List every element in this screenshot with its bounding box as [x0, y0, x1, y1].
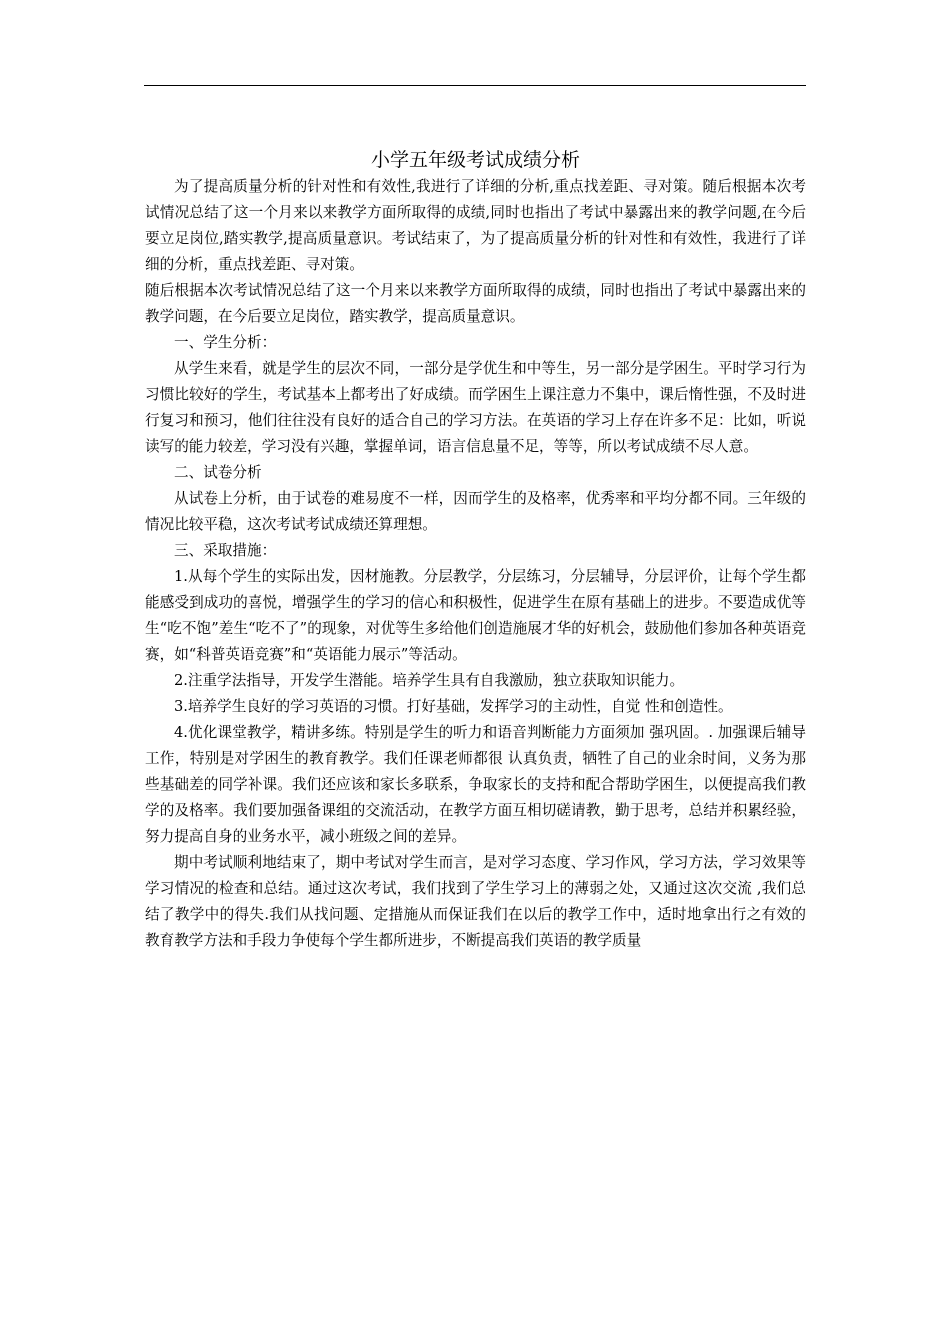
- paragraph-measure-4: 4.优化课堂教学，精讲多练。特别是学生的听力和语音判断能力方面须加 强巩固。. 加强课后辅导工作，特别是对学困生的教育教学。我们任课老师都很 认真负责，牺牲了自己的业余时间，义务为那些基础差的同学补课。我们还应该和家长多联系，争取家长的支持和配合帮助学困生，以便提高我们教学的及格率。我们要加强备课组的交流活动，在教学方面互相切磋请教，勤于思考，总结并积累经验，努力提高自身的业务水平，减小班级之间的差异。: [145, 724, 806, 845]
- section-heading-measures: 三、采取措施：: [174, 542, 277, 559]
- paragraph-student-analysis: 从学生来看，就是学生的层次不同，一部分是学优生和中等生，另一部分是学困生。平时学习行为习惯比较好的学生，考试基本上都考出了好成绩。而学困生上课注意力不集中，课后惰性强，不及时进行复习和预习，他们往往没有良好的适合自己的学习方法。在英语的学习上存在许多不足：比如，听说读写的能力较差，学习没有兴趣，掌握单词，语言信息量不足，等等，所以考试成绩不尽人意。: [145, 360, 806, 455]
- section-heading-paper-analysis: 二、试卷分析: [174, 464, 262, 481]
- document-title: 小学五年级考试成绩分析: [370, 149, 580, 171]
- paragraph-paper-analysis: 从试卷上分析，由于试卷的难易度不一样，因而学生的及格率，优秀率和平均分都不同。三年级的情况比较平稳，这次考试考试成绩还算理想。: [145, 490, 806, 533]
- header-rule: [144, 85, 806, 86]
- section-heading-student-analysis: 一、学生分析：: [174, 334, 277, 351]
- paragraph-conclusion: 期中考试顺利地结束了，期中考试对学生而言，是对学习态度、学习作风，学习方法，学习效果等学习情况的检查和总结。通过这次考试，我们找到了学生学习上的薄弱之处，又通过这次交流 ,我们总结了教学中的得失.我们从找问题、定措施从而保证我们在以后的教学工作中，适时地拿出行之有效的教育教学方法和手段力争使每个学生都所进步，不断提高我们英语的教学质量: [145, 854, 806, 949]
- paragraph-measure-2: 2.注重学法指导，开发学生潜能。培养学生具有自我激励，独立获取知识能力。: [174, 672, 685, 689]
- document-body: [145, 146, 806, 954]
- paragraph-intro: 为了提高质量分析的针对性和有效性,我进行了详细的分析,重点找差距、寻对策。随后根据本次考试情况总结了这一个月来以来教学方面所取得的成绩,同时也指出了考试中暴露出来的教学问题,在今后要立足岗位,踏实教学,提高质量意识。考试结束了，为了提高质量分析的针对性和有效性，我进行了详细的分析，重点找差距、寻对策。: [145, 178, 806, 273]
- paragraph-measure-1: 1.从每个学生的实际出发，因材施教。分层教学，分层练习，分层辅导，分层评价，让每个学生都能感受到成功的喜悦，增强学生的学习的信心和积极性，促进学生在原有基础上的进步。不要造成优等生“吃不饱”差生“吃不了”的现象，对优等生多给他们创造施展才华的好机会，鼓励他们参加各种英语竞赛，如“科普英语竞赛”和“英语能力展示”等活动。: [145, 568, 806, 663]
- paragraph-intro-continued: 随后根据本次考试情况总结了这一个月来以来教学方面所取得的成绩，同时也指出了考试中暴露出来的教学问题，在今后要立足岗位，踏实教学，提高质量意识。: [145, 282, 806, 325]
- paragraph-measure-3: 3.培养学生良好的学习英语的习惯。打好基础，发挥学习的主动性，自觉 性和创造性。: [174, 698, 733, 715]
